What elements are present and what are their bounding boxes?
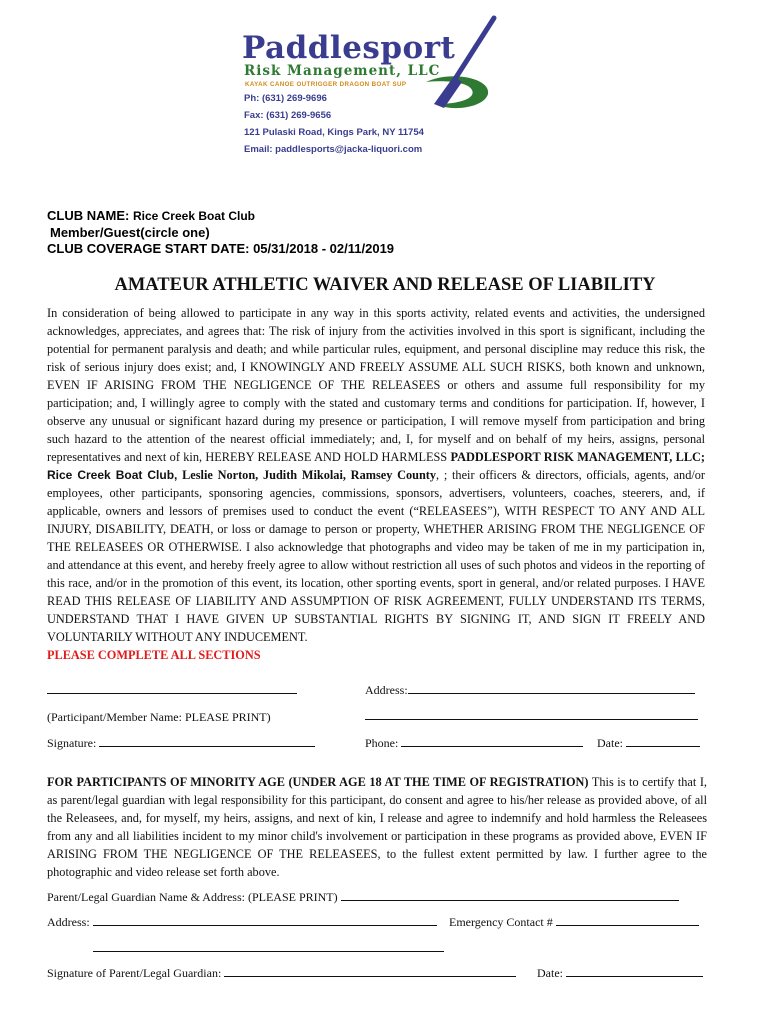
waiver-paragraph-2: , ; their officers & directors, officials, agents, and/or employees, other participants, sponsoring agencies, commissions, sponsors, advertisers, volunteers, coaches, steerers, and, if applicable, owners and lessors of premises used to conduct the event (“RELEASEES”), WITH RESPECT TO ANY AND ALL INJURY, DISABILITY, DEATH, or loss or damage to person or property, WHETHER ARISING FROM THE NEGLIGENCE OF THE RELEASEES OR OTHERWISE. I also acknowledge that photographs and video may be taken of me in my participation in, and attendance at this event, and hereby freely agree to allow without restriction all uses of such photos and videos in the reporting of this race, and/or in the promotion of this event, its location, other sporting events, sport in general, and/or related purposes. I HAVE READ THIS RELEASE OF LIABILITY AND ASSUMPTION OF RISK AGREEMENT, FULLY UNDERSTAND ITS TERMS, UNDERSTAND THAT I HAVE GIVEN UP SUBSTANTIAL RIGHTS BY SIGNING IT, AND SIGN IT FREELY AND VOLUNTARILY WITHOUT ANY INDUCEMENT. [47, 468, 706, 644]
participant-phone-field[interactable] [365, 735, 583, 751]
phone-label: Phone: [365, 736, 399, 750]
minor-heading: FOR PARTICIPANTS OF MINORITY AGE (UNDER AGE 18 AT THE TIME OF REGISTRATION) [47, 775, 589, 789]
company-fax: Fax: (631) 269-9656 [244, 110, 332, 121]
emergency-contact-field[interactable] [449, 914, 699, 930]
club-name-label: CLUB NAME: [47, 208, 130, 223]
minor-text: This is to certify that I, as parent/legal guardian with legal responsibility for this participant, do consent and agree to his/her release as provided above, of all the Releasees, and, for myself, my heirs, assigns, and next of kin, I release and agree to indemnify and hold harmless the Releasees from any and all liabilities incident to my minor child's involvement or participation in these programs as provided above, EVEN IF ARISING FROM THE NEGLIGENCE OF THE RELEASEES, to the fullest extent permitted by law. I further agree to the photographic and video release set forth above. [47, 775, 707, 879]
participant-address-field[interactable] [365, 682, 695, 698]
address-label: Address: [365, 683, 408, 697]
emergency-contact-label: Emergency Contact # [449, 915, 553, 929]
minor-section [47, 773, 707, 881]
guardian-address-field[interactable] [47, 914, 437, 930]
participant-address-line-2[interactable] [365, 708, 698, 724]
company-address: 121 Pulaski Road, Kings Park, NY 11754 [244, 127, 424, 138]
signature-label: Signature: [47, 736, 97, 750]
waiver-paragraph-1: In consideration of being allowed to participate in any way in this sports activity, related events and activities, the undersigned acknowledges, appreciates, and agrees that: The risk of injury from the activities involved in this sport is significant, including the potential for permanent paralysis and death; and while particular rules, equipment, and personal discipline may reduce this risk, the risk of serious injury does exist; and, I KNOWINGLY AND FREELY ASSUME ALL SUCH RISKS, both known and unknown, EVEN IF ARISING FROM THE NEGLIGENCE OF THE RELEASEES or others and assume full responsibility for my participation; and, I willingly agree to comply with the stated and customary terms and conditions for participation. If, however, I observe any unusual or significant hazard during my presence or participation, I will remove myself from participation and bring such hazard to the attention of the nearest official immediately; and, I, for myself and on behalf of my heirs, assigns, personal representatives and next of kin, HEREBY RELEASE AND HOLD HARMLESS [47, 306, 705, 464]
guardian-signature-field[interactable] [47, 965, 516, 981]
company-phone: Ph: (631) 269-9696 [244, 93, 327, 104]
participant-signature-field[interactable] [47, 735, 315, 751]
participant-date-field[interactable] [597, 735, 700, 751]
participant-name-label: (Participant/Member Name: PLEASE PRINT) [47, 710, 271, 724]
releasee-people: Leslie Norton, Judith Mikolai, Ramsey County [182, 468, 437, 482]
participant-name-field[interactable] [47, 682, 297, 698]
logo-title: Paddlesport [242, 30, 456, 66]
guardian-date-label: Date: [537, 966, 563, 980]
company-email: Email: paddlesports@jacka-liquori.com [244, 144, 423, 155]
date-label: Date: [597, 736, 623, 750]
club-name-value: Rice Creek Boat Club [132, 209, 255, 223]
member-guest-line: Member/Guest(circle one) [50, 225, 210, 240]
logo-subtitle: Risk Management, LLC [244, 63, 441, 79]
guardian-signature-label: Signature of Parent/Legal Guardian: [47, 966, 222, 980]
guardian-name-label: Parent/Legal Guardian Name & Address: (PLEASE PRINT) [47, 890, 338, 904]
releasee-club: Rice Creek Boat Club, [47, 468, 178, 482]
guardian-date-field[interactable] [537, 965, 703, 981]
guardian-address-line-2[interactable] [93, 940, 444, 956]
waiver-body [47, 304, 705, 664]
logo-tagline: KAYAK CANOE OUTRIGGER DRAGON BOAT SUP [245, 81, 407, 88]
document-title: AMATEUR ATHLETIC WAIVER AND RELEASE OF LIABILITY [114, 275, 656, 295]
coverage-dates: CLUB COVERAGE START DATE: 05/31/2018 - 02/11/2019 [47, 241, 395, 256]
releasee-company: PADDLESPORT RISK MANAGEMENT, LLC; [450, 450, 705, 464]
guardian-address-label: Address: [47, 915, 90, 929]
complete-all-notice: PLEASE COMPLETE ALL SECTIONS [47, 648, 261, 662]
club-name-line [47, 208, 255, 223]
guardian-name-field[interactable] [47, 889, 679, 905]
